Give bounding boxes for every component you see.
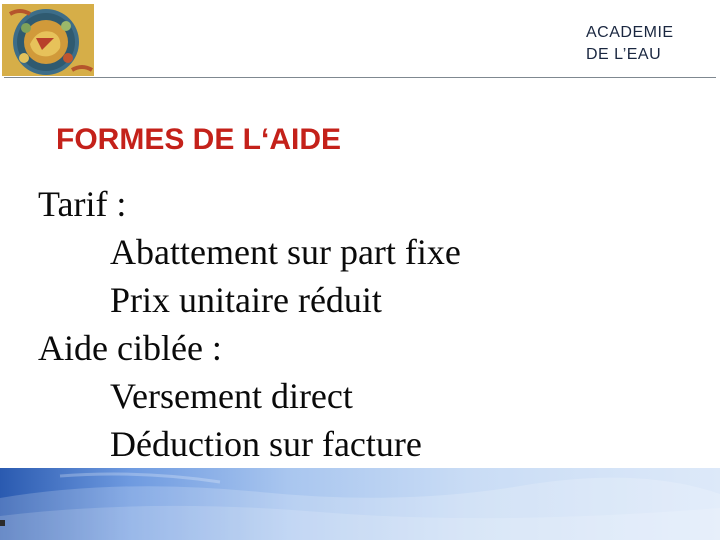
footer-marker (0, 520, 5, 526)
body-line-prix-unitaire: Prix unitaire réduit (110, 280, 382, 320)
footer-decoration (0, 468, 720, 540)
slide-body (38, 180, 678, 468)
body-line-abattement: Abattement sur part fixe (110, 232, 461, 272)
body-line-deduction: Déduction sur facture (110, 424, 422, 464)
body-line-versement: Versement direct (110, 376, 353, 416)
organization-name-line-1: ACADEMIE (586, 24, 674, 41)
body-line-tarif: Tarif : (38, 184, 127, 224)
water-emblem-icon (2, 4, 94, 76)
header-divider (4, 77, 716, 78)
organization-name (586, 22, 706, 66)
organization-name-line-2: DE L’EAU (586, 46, 662, 63)
body-line-aide-ciblee: Aide ciblée : (38, 328, 222, 368)
slide-title: FORMES DE L‘AIDE (56, 123, 342, 156)
